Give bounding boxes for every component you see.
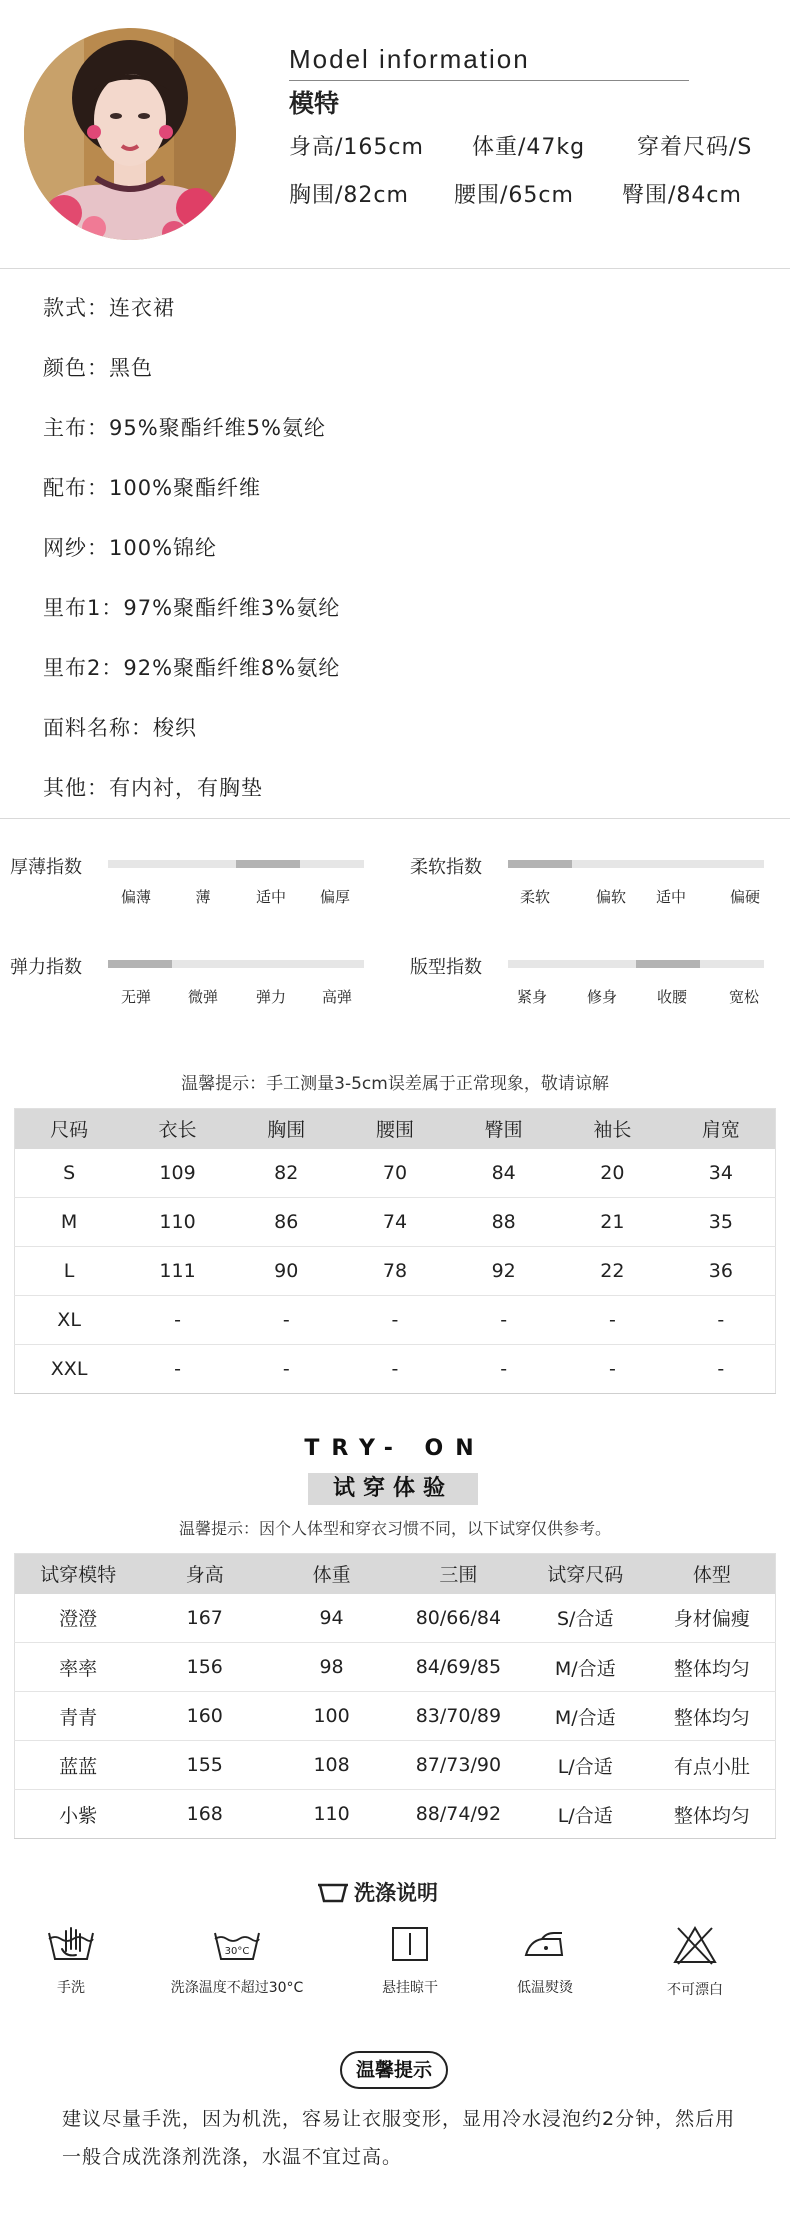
table-cell: L/合适 xyxy=(522,1790,649,1839)
tryon-table-header: 三围 xyxy=(395,1554,522,1594)
fit-option: 修身 xyxy=(586,988,618,1006)
elasticity-option: 微弹 xyxy=(187,988,219,1006)
section-divider xyxy=(0,818,790,819)
table-row xyxy=(15,1790,776,1839)
warm-tip-text: 建议尽量手洗，因为机洗，容易让衣服变形，显用冷水浸泡约2分钟，然后用一般合成洗涤剂洗涤，水温不宜过高。 xyxy=(62,2108,736,2168)
section-divider xyxy=(0,268,790,269)
table-cell: - xyxy=(667,1345,776,1394)
thickness-option: 薄 xyxy=(195,888,211,906)
table-cell: 澄澄 xyxy=(15,1594,142,1643)
table-cell: 21 xyxy=(558,1198,667,1247)
table-cell: 小紫 xyxy=(15,1790,142,1839)
tryon-title-en: TRY- ON xyxy=(304,1436,486,1461)
model-info-section xyxy=(0,0,790,268)
thickness-index-track xyxy=(108,860,364,868)
tryon-table-header: 体重 xyxy=(268,1554,395,1594)
table-cell: 156 xyxy=(141,1643,268,1692)
wash-label: 悬挂晾干 xyxy=(382,1980,438,1996)
table-cell: - xyxy=(123,1345,232,1394)
table-cell: 80/66/84 xyxy=(395,1594,522,1643)
wash-icon-temp: 30°C xyxy=(224,1946,250,1957)
table-cell: - xyxy=(232,1345,341,1394)
table-cell: 87/73/90 xyxy=(395,1741,522,1790)
table-cell: 168 xyxy=(141,1790,268,1839)
table-cell: 整体均匀 xyxy=(649,1643,776,1692)
table-cell: 109 xyxy=(123,1149,232,1198)
fit-option: 收腰 xyxy=(656,988,688,1006)
table-row xyxy=(15,1149,776,1198)
elasticity-option: 无弹 xyxy=(120,988,152,1006)
table-cell: 整体均匀 xyxy=(649,1790,776,1839)
low-iron-icon xyxy=(522,1925,568,1963)
tryon-table-header: 试穿模特 xyxy=(15,1554,142,1594)
table-cell: M/合适 xyxy=(522,1692,649,1741)
table-cell: L xyxy=(15,1247,124,1296)
table-row xyxy=(15,1594,776,1643)
size-table-header: 腰围 xyxy=(341,1109,450,1149)
wash-instructions-heading xyxy=(318,1877,438,1907)
size-table-header: 袖长 xyxy=(558,1109,667,1149)
warm-tip-badge: 温馨提示 xyxy=(340,2051,448,2089)
model-waist: 腰围/65cm xyxy=(454,183,574,208)
table-cell: 35 xyxy=(667,1198,776,1247)
size-table-header-row xyxy=(15,1109,776,1149)
model-info-title: Model information xyxy=(289,44,530,74)
table-cell: M/合适 xyxy=(522,1643,649,1692)
fit-option: 紧身 xyxy=(516,988,548,1006)
softness-option: 适中 xyxy=(655,888,687,906)
spec-lining-2: 里布2：92%聚酯纤维8%氨纶 xyxy=(43,656,341,680)
fit-option: 宽松 xyxy=(728,988,760,1006)
model-subtitle: 模特 xyxy=(289,89,340,118)
wash-item-hand-wash xyxy=(0,1925,146,1997)
size-table-header: 胸围 xyxy=(232,1109,341,1149)
table-cell: 82 xyxy=(232,1149,341,1198)
model-avatar xyxy=(24,28,236,240)
table-cell: XL xyxy=(15,1296,124,1345)
table-cell: 90 xyxy=(232,1247,341,1296)
table-cell: 22 xyxy=(558,1247,667,1296)
model-size: 穿着尺码/S xyxy=(637,135,753,160)
wash-label: 洗涤温度不超过30°C xyxy=(170,1980,304,1996)
table-cell: S xyxy=(15,1149,124,1198)
spec-mesh: 网纱：100%锦纶 xyxy=(43,536,218,560)
hand-wash-icon xyxy=(46,1925,96,1963)
table-cell: - xyxy=(449,1296,558,1345)
table-cell: 整体均匀 xyxy=(649,1692,776,1741)
table-cell: 88 xyxy=(449,1198,558,1247)
wash-item-hang-dry xyxy=(335,1925,485,1997)
table-row xyxy=(15,1345,776,1394)
table-cell: 84/69/85 xyxy=(395,1643,522,1692)
table-cell: 70 xyxy=(341,1149,450,1198)
table-cell: 有点小肚 xyxy=(649,1741,776,1790)
table-cell: 108 xyxy=(268,1741,395,1790)
table-cell: 36 xyxy=(667,1247,776,1296)
table-cell: S/合适 xyxy=(522,1594,649,1643)
model-height: 身高/165cm xyxy=(289,135,424,160)
softness-index-label: 柔软指数 xyxy=(410,857,482,878)
table-row xyxy=(15,1198,776,1247)
tryon-table-header: 体型 xyxy=(649,1554,776,1594)
elasticity-index-label: 弹力指数 xyxy=(10,957,82,978)
table-cell: 100 xyxy=(268,1692,395,1741)
fit-index-track xyxy=(508,960,764,968)
table-cell: 83/70/89 xyxy=(395,1692,522,1741)
table-cell: XXL xyxy=(15,1345,124,1394)
softness-option: 偏软 xyxy=(595,888,627,906)
table-cell: - xyxy=(341,1345,450,1394)
table-cell: - xyxy=(558,1296,667,1345)
table-cell: 蓝蓝 xyxy=(15,1741,142,1790)
table-cell: 34 xyxy=(667,1149,776,1198)
table-cell: 74 xyxy=(341,1198,450,1247)
tryon-table-header: 试穿尺码 xyxy=(522,1554,649,1594)
wash-instructions-title: 洗涤说明 xyxy=(354,1881,438,1905)
spec-style: 款式：连衣裙 xyxy=(43,296,175,320)
spec-fabric-name: 面料名称：梭织 xyxy=(43,716,197,740)
fit-index-label: 版型指数 xyxy=(410,957,482,978)
size-table-header: 肩宽 xyxy=(667,1109,776,1149)
hang-dry-icon xyxy=(390,1925,430,1963)
softness-index-track xyxy=(508,860,764,868)
table-row xyxy=(15,1247,776,1296)
table-cell: 167 xyxy=(141,1594,268,1643)
table-cell: - xyxy=(449,1345,558,1394)
table-cell: L/合适 xyxy=(522,1741,649,1790)
tryon-table-header-row xyxy=(15,1554,776,1594)
table-cell: 155 xyxy=(141,1741,268,1790)
table-cell: 身材偏瘦 xyxy=(649,1594,776,1643)
table-cell: 110 xyxy=(123,1198,232,1247)
table-cell: 160 xyxy=(141,1692,268,1741)
thickness-option: 适中 xyxy=(255,888,287,906)
table-cell: 98 xyxy=(268,1643,395,1692)
spec-lining-1: 里布1：97%聚酯纤维3%氨纶 xyxy=(43,596,341,620)
spec-color: 颜色：黑色 xyxy=(43,356,153,380)
softness-option: 柔软 xyxy=(519,888,551,906)
wash-30-icon xyxy=(212,1925,262,1963)
model-weight: 体重/47kg xyxy=(472,135,586,160)
table-row xyxy=(15,1643,776,1692)
wash-item-30c xyxy=(162,1925,312,1997)
thickness-index-fill xyxy=(236,860,300,868)
size-table-header: 衣长 xyxy=(123,1109,232,1149)
softness-index-fill xyxy=(508,860,572,868)
thickness-option: 偏厚 xyxy=(319,888,351,906)
elasticity-option: 弹力 xyxy=(255,988,287,1006)
tryon-table xyxy=(14,1553,776,1839)
table-cell: 88/74/92 xyxy=(395,1790,522,1839)
wash-item-low-iron xyxy=(470,1925,620,1997)
table-cell: 86 xyxy=(232,1198,341,1247)
table-cell: - xyxy=(558,1345,667,1394)
size-measure-note: 温馨提示：手工测量3-5cm误差属于正常现象，敬请谅解 xyxy=(181,1074,609,1094)
table-cell: 111 xyxy=(123,1247,232,1296)
model-hip: 臀围/84cm xyxy=(622,183,742,208)
spec-secondary-fabric: 配布：100%聚酯纤维 xyxy=(43,476,262,500)
table-cell: 78 xyxy=(341,1247,450,1296)
model-title-rule xyxy=(289,80,689,81)
elasticity-index-track xyxy=(108,960,364,968)
size-table xyxy=(14,1108,776,1394)
tryon-table-header: 身高 xyxy=(141,1554,268,1594)
table-cell: 20 xyxy=(558,1149,667,1198)
spec-other: 其他：有内衬，有胸垫 xyxy=(43,776,263,800)
table-row xyxy=(15,1296,776,1345)
table-row xyxy=(15,1741,776,1790)
wash-label: 不可漂白 xyxy=(667,1982,723,1998)
table-cell: 94 xyxy=(268,1594,395,1643)
table-cell: 率率 xyxy=(15,1643,142,1692)
tryon-title-cn: 试穿体验 xyxy=(308,1473,478,1505)
table-cell: 青青 xyxy=(15,1692,142,1741)
thickness-option: 偏薄 xyxy=(120,888,152,906)
wash-basin-icon xyxy=(318,1882,348,1904)
table-cell: - xyxy=(232,1296,341,1345)
size-table-header: 尺码 xyxy=(15,1109,124,1149)
wash-item-no-bleach xyxy=(620,1925,770,1999)
no-bleach-icon xyxy=(672,1925,718,1965)
table-cell: 110 xyxy=(268,1790,395,1839)
size-table-header: 臀围 xyxy=(449,1109,558,1149)
table-cell: - xyxy=(667,1296,776,1345)
table-cell: - xyxy=(341,1296,450,1345)
softness-option: 偏硬 xyxy=(729,888,761,906)
thickness-index-label: 厚薄指数 xyxy=(10,857,82,878)
spec-main-fabric: 主布：95%聚酯纤维5%氨纶 xyxy=(43,416,326,440)
wash-label: 低温熨烫 xyxy=(517,1980,573,1996)
wash-label: 手洗 xyxy=(57,1980,85,1996)
fit-index-fill xyxy=(636,960,700,968)
model-bust: 胸围/82cm xyxy=(289,183,409,208)
elasticity-index-fill xyxy=(108,960,172,968)
table-cell: M xyxy=(15,1198,124,1247)
tryon-note: 温馨提示：因个人体型和穿衣习惯不同，以下试穿仅供参考。 xyxy=(178,1519,611,1538)
table-row xyxy=(15,1692,776,1741)
elasticity-option: 高弹 xyxy=(321,988,353,1006)
table-cell: 92 xyxy=(449,1247,558,1296)
table-cell: 84 xyxy=(449,1149,558,1198)
table-cell: - xyxy=(123,1296,232,1345)
